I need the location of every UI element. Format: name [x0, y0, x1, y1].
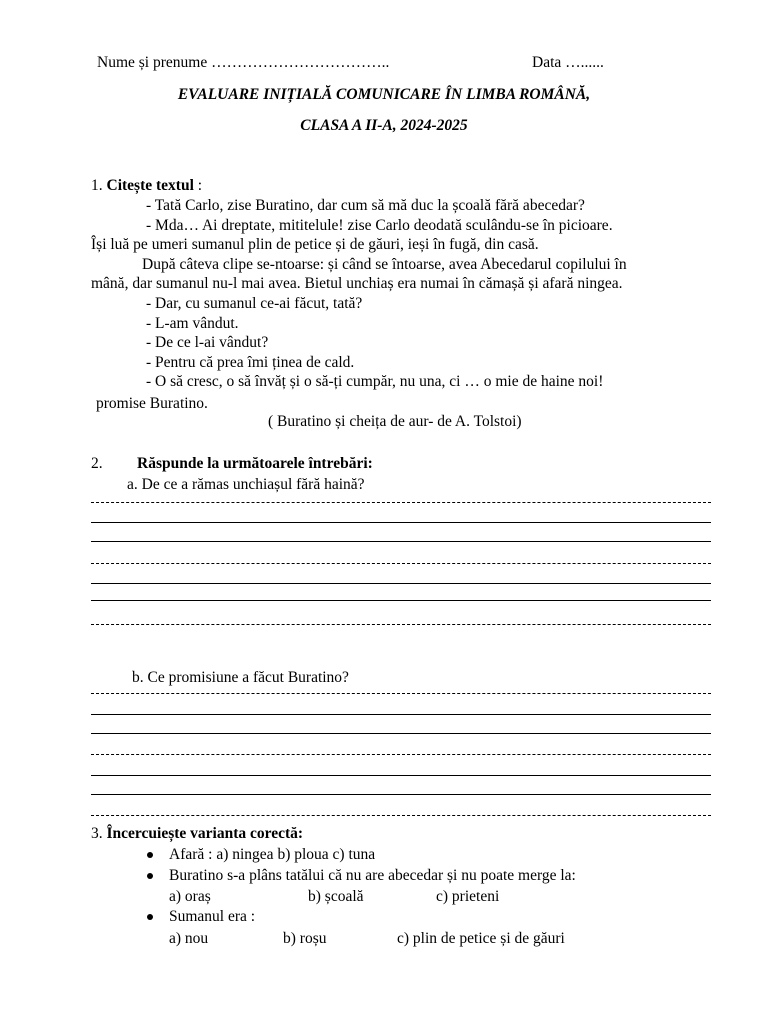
- text-line: După câteva clipe se-ntoarse: și când se întoarse, avea Abecedarul copilului în: [142, 256, 627, 273]
- ex1-colon: :: [193, 177, 203, 194]
- text-line: mână, dar sumanul nu-l mai avea. Bietul unchiaș era numai în cămașă și afară ningea.: [91, 275, 623, 292]
- ex3-instruction: Încercuiește varianta corectă:: [106, 825, 304, 842]
- choice-item: Afară : a) ningea b) ploua c) tuna: [169, 846, 376, 863]
- option-b[interactable]: b) roșu: [283, 930, 327, 947]
- option-c[interactable]: c) prieteni: [436, 888, 500, 905]
- ex2-number: 2.: [91, 455, 103, 472]
- text-line: - O să cresc, o să învăț și o să-ți cumpăr, nu una, ci … o mie de haine noi!: [146, 373, 604, 390]
- option-a[interactable]: a) nou: [169, 930, 209, 947]
- text-line: - Tată Carlo, zise Buratino, dar cum să mă duc la școală fără abecedar?: [146, 197, 585, 214]
- text-line: - Mda… Ai dreptate, mititelule! zise Carlo deodată sculându-se în picioare.: [146, 217, 613, 234]
- ex1-heading: [91, 178, 202, 194]
- answer-line[interactable]: [91, 541, 711, 542]
- choice-item: Sumanul era :: [169, 908, 256, 925]
- name-field-label: Nume și prenume ……………………………..: [97, 54, 390, 71]
- ex3-heading: [91, 826, 303, 842]
- source-citation: ( Buratino și cheița de aur- de A. Tolstoi): [268, 413, 522, 430]
- text-line: - De ce l-ai vândut?: [146, 334, 269, 351]
- ex1-number: 1.: [91, 177, 103, 194]
- text-line: promise Buratino.: [96, 395, 208, 412]
- answer-line[interactable]: [91, 794, 711, 795]
- answer-line-dashed[interactable]: [91, 624, 711, 625]
- page-title: EVALUARE INIȚIALĂ COMUNICARE ÎN LIMBA ROMÂNĂ,: [177, 86, 591, 103]
- ex2-instruction: Răspunde la următoarele întrebări:: [137, 455, 373, 472]
- answer-line-dashed[interactable]: [91, 754, 711, 755]
- answer-line[interactable]: [91, 775, 711, 776]
- bullet-icon: [147, 914, 153, 920]
- answer-line-dashed[interactable]: [91, 502, 711, 503]
- question-b: b. Ce promisiune a făcut Buratino?: [132, 669, 349, 686]
- bullet-icon: [147, 873, 153, 879]
- answer-line[interactable]: [91, 714, 711, 715]
- option-b[interactable]: b) școală: [308, 888, 364, 905]
- date-field-label: Data …......: [532, 54, 604, 71]
- page-subtitle: CLASA A II-A, 2024-2025: [300, 117, 468, 134]
- answer-line[interactable]: [91, 522, 711, 523]
- answer-line[interactable]: [91, 733, 711, 734]
- answer-line-dashed[interactable]: [91, 563, 711, 564]
- answer-line[interactable]: [91, 600, 711, 601]
- answer-line-dashed[interactable]: [91, 693, 711, 694]
- bullet-icon: [147, 852, 153, 858]
- text-line: - L-am vândut.: [146, 315, 239, 332]
- ex1-instruction: Citește textul: [106, 177, 194, 194]
- answer-line-dashed[interactable]: [91, 815, 711, 816]
- question-a: a. De ce a rămas unchiașul fără haină?: [127, 476, 365, 493]
- text-line: Își luă pe umeri sumanul plin de petice și de găuri, ieși în fugă, din casă.: [91, 236, 539, 253]
- option-c[interactable]: c) plin de petice și de găuri: [397, 930, 565, 947]
- ex3-number: 3.: [91, 825, 103, 842]
- choice-item: Buratino s-a plâns tatălui că nu are abecedar și nu poate merge la:: [169, 867, 576, 884]
- answer-line[interactable]: [91, 583, 711, 584]
- option-a[interactable]: a) oraș: [169, 888, 211, 905]
- text-line: - Dar, cu sumanul ce-ai făcut, tată?: [146, 295, 363, 312]
- text-line: - Pentru că prea îmi ținea de cald.: [146, 354, 355, 371]
